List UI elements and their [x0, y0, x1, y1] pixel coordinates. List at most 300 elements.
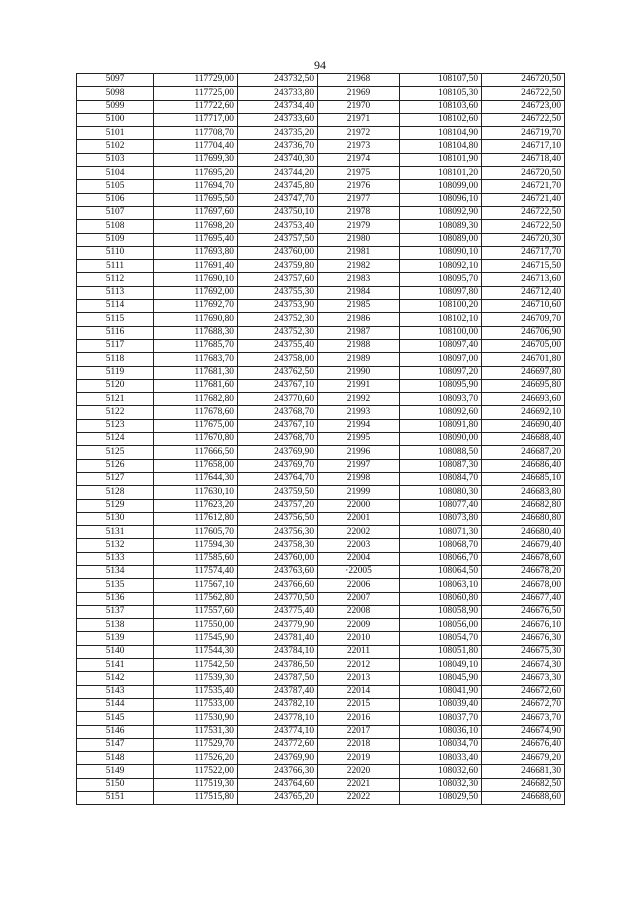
table-row [77, 419, 565, 432]
cell-point-a-number: 5126 [77, 459, 154, 472]
cell-point-a-y: 243755,40 [238, 339, 318, 352]
cell-point-a-number: 5151 [77, 792, 154, 805]
cell-point-b-x: 108077,40 [400, 499, 482, 512]
cell-point-a-number: 5113 [77, 286, 154, 299]
table-row [77, 406, 565, 419]
table-row [77, 725, 565, 738]
cell-point-b-y: 246723,00 [482, 100, 565, 113]
cell-point-b-x: 108100,20 [400, 300, 482, 313]
cell-point-b-x: 108032,60 [400, 765, 482, 778]
cell-point-a-number: 5099 [77, 100, 154, 113]
cell-point-a-y: 243755,30 [238, 286, 318, 299]
table-row [77, 685, 565, 698]
cell-point-a-number: 5115 [77, 313, 154, 326]
cell-point-a-y: 243767,10 [238, 379, 318, 392]
table-row [77, 180, 565, 193]
cell-point-a-y: 243756,30 [238, 526, 318, 539]
cell-point-b-y: 246680,80 [482, 512, 565, 525]
cell-point-a-number: 5132 [77, 539, 154, 552]
cell-point-b-y: 246712,40 [482, 286, 565, 299]
cell-point-b-x: 108089,00 [400, 233, 482, 246]
cell-point-a-x: 117574,40 [154, 565, 238, 578]
cell-point-a-y: 243778,10 [238, 712, 318, 725]
cell-point-b-number: 22021 [318, 778, 400, 791]
cell-point-a-y: 243781,40 [238, 632, 318, 645]
cell-point-a-x: 117644,30 [154, 472, 238, 485]
table-row [77, 765, 565, 778]
cell-point-a-number: 5136 [77, 592, 154, 605]
cell-point-a-y: 243770,50 [238, 592, 318, 605]
cell-point-b-y: 246680,40 [482, 526, 565, 539]
cell-point-b-y: 246688,60 [482, 792, 565, 805]
cell-point-b-number: 21997 [318, 459, 400, 472]
cell-point-b-y: 246682,80 [482, 499, 565, 512]
cell-point-a-number: 5149 [77, 765, 154, 778]
cell-point-b-y: 246677,40 [482, 592, 565, 605]
cell-point-a-number: 5116 [77, 326, 154, 339]
table-row [77, 353, 565, 366]
table-row [77, 100, 565, 113]
cell-point-b-y: 246675,30 [482, 645, 565, 658]
table-row [77, 486, 565, 499]
cell-point-a-x: 117623,20 [154, 499, 238, 512]
cell-point-a-number: 5129 [77, 499, 154, 512]
cell-point-a-x: 117695,40 [154, 233, 238, 246]
cell-point-a-y: 243760,00 [238, 552, 318, 565]
table-row [77, 552, 565, 565]
table-row [77, 206, 565, 219]
cell-point-a-x: 117693,80 [154, 246, 238, 259]
cell-point-b-x: 108058,90 [400, 605, 482, 618]
cell-point-b-y: 246674,90 [482, 725, 565, 738]
cell-point-b-x: 108045,90 [400, 672, 482, 685]
cell-point-a-y: 243757,50 [238, 233, 318, 246]
cell-point-b-number: 21968 [318, 74, 400, 87]
cell-point-b-x: 108073,80 [400, 512, 482, 525]
cell-point-a-x: 117722,60 [154, 100, 238, 113]
cell-point-a-x: 117694,70 [154, 180, 238, 193]
table-row [77, 499, 565, 512]
cell-point-b-x: 108088,50 [400, 446, 482, 459]
cell-point-a-y: 243784,10 [238, 645, 318, 658]
cell-point-a-y: 243750,10 [238, 206, 318, 219]
cell-point-a-number: 5105 [77, 180, 154, 193]
table-row [77, 300, 565, 313]
cell-point-a-x: 117522,00 [154, 765, 238, 778]
cell-point-a-x: 117717,00 [154, 113, 238, 126]
cell-point-a-x: 117529,70 [154, 738, 238, 751]
cell-point-b-number: 22016 [318, 712, 400, 725]
cell-point-a-y: 243760,00 [238, 246, 318, 259]
table-row [77, 313, 565, 326]
cell-point-a-number: 5119 [77, 366, 154, 379]
cell-point-a-x: 117630,10 [154, 486, 238, 499]
cell-point-a-y: 243753,40 [238, 220, 318, 233]
cell-point-a-number: 5117 [77, 339, 154, 352]
table-row [77, 565, 565, 578]
table-row [77, 752, 565, 765]
cell-point-b-y: 246676,10 [482, 619, 565, 632]
cell-point-b-number: 21999 [318, 486, 400, 499]
cell-point-a-x: 117594,30 [154, 539, 238, 552]
cell-point-b-number: 21988 [318, 339, 400, 352]
cell-point-a-x: 117699,30 [154, 153, 238, 166]
cell-point-a-number: 5148 [77, 752, 154, 765]
cell-point-b-y: 246672,70 [482, 698, 565, 711]
cell-point-b-number: 22008 [318, 605, 400, 618]
cell-point-b-x: 108097,20 [400, 366, 482, 379]
cell-point-b-x: 108054,70 [400, 632, 482, 645]
cell-point-a-y: 243787,50 [238, 672, 318, 685]
cell-point-a-y: 243745,80 [238, 180, 318, 193]
cell-point-b-number: 21989 [318, 353, 400, 366]
cell-point-a-x: 117695,50 [154, 193, 238, 206]
cell-point-b-number: 21972 [318, 127, 400, 140]
cell-point-a-y: 243747,70 [238, 193, 318, 206]
table-row [77, 153, 565, 166]
cell-point-a-x: 117690,80 [154, 313, 238, 326]
cell-point-a-number: 5120 [77, 379, 154, 392]
cell-point-b-y: 246695,80 [482, 379, 565, 392]
cell-point-a-number: 5122 [77, 406, 154, 419]
cell-point-b-number: ·22005 [318, 565, 400, 578]
cell-point-b-x: 108093,70 [400, 393, 482, 406]
cell-point-a-x: 117562,80 [154, 592, 238, 605]
cell-point-b-x: 108107,50 [400, 74, 482, 87]
cell-point-b-x: 108080,30 [400, 486, 482, 499]
table-row [77, 645, 565, 658]
cell-point-a-x: 117612,80 [154, 512, 238, 525]
cell-point-b-x: 108068,70 [400, 539, 482, 552]
page-number: 94 [314, 58, 326, 72]
cell-point-b-y: 246720,50 [482, 167, 565, 180]
cell-point-a-x: 117557,60 [154, 605, 238, 618]
cell-point-a-y: 243744,20 [238, 167, 318, 180]
cell-point-b-number: 21981 [318, 246, 400, 259]
cell-point-a-x: 117692,70 [154, 300, 238, 313]
cell-point-b-number: 22006 [318, 579, 400, 592]
cell-point-a-x: 117666,50 [154, 446, 238, 459]
cell-point-a-number: 5138 [77, 619, 154, 632]
cell-point-a-y: 243774,10 [238, 725, 318, 738]
cell-point-b-x: 108103,60 [400, 100, 482, 113]
cell-point-b-y: 246717,70 [482, 246, 565, 259]
cell-point-b-x: 108090,00 [400, 433, 482, 446]
cell-point-a-number: 5144 [77, 698, 154, 711]
cell-point-a-number: 5112 [77, 273, 154, 286]
cell-point-b-number: 21979 [318, 220, 400, 233]
table-row [77, 140, 565, 153]
cell-point-a-y: 243733,60 [238, 113, 318, 126]
cell-point-a-y: 243769,90 [238, 752, 318, 765]
table-row [77, 619, 565, 632]
cell-point-b-y: 246687,20 [482, 446, 565, 459]
cell-point-b-y: 246676,30 [482, 632, 565, 645]
cell-point-b-x: 108036,10 [400, 725, 482, 738]
cell-point-b-x: 108104,90 [400, 127, 482, 140]
table-row [77, 512, 565, 525]
cell-point-b-y: 246683,80 [482, 486, 565, 499]
cell-point-a-number: 5131 [77, 526, 154, 539]
cell-point-a-x: 117675,00 [154, 419, 238, 432]
cell-point-b-number: 22020 [318, 765, 400, 778]
cell-point-a-y: 243779,90 [238, 619, 318, 632]
table-row [77, 539, 565, 552]
cell-point-b-x: 108051,80 [400, 645, 482, 658]
cell-point-a-y: 243787,40 [238, 685, 318, 698]
cell-point-b-number: 21973 [318, 140, 400, 153]
cell-point-a-number: 5142 [77, 672, 154, 685]
table-row [77, 698, 565, 711]
cell-point-a-x: 117605,70 [154, 526, 238, 539]
cell-point-b-number: 21976 [318, 180, 400, 193]
table-row [77, 393, 565, 406]
cell-point-b-number: 21971 [318, 113, 400, 126]
table-row [77, 778, 565, 791]
cell-point-b-number: 22011 [318, 645, 400, 658]
cell-point-b-y: 246722,50 [482, 220, 565, 233]
cell-point-b-y: 246686,40 [482, 459, 565, 472]
cell-point-b-x: 108049,10 [400, 659, 482, 672]
table-row [77, 472, 565, 485]
table-row [77, 592, 565, 605]
cell-point-b-number: 21985 [318, 300, 400, 313]
cell-point-b-y: 246719,70 [482, 127, 565, 140]
cell-point-a-y: 243735,20 [238, 127, 318, 140]
cell-point-b-number: 22000 [318, 499, 400, 512]
table-row [77, 127, 565, 140]
cell-point-a-x: 117695,20 [154, 167, 238, 180]
cell-point-b-number: 21990 [318, 366, 400, 379]
cell-point-b-y: 246679,20 [482, 752, 565, 765]
table-row [77, 459, 565, 472]
cell-point-b-y: 246681,30 [482, 765, 565, 778]
cell-point-a-y: 243764,70 [238, 472, 318, 485]
cell-point-b-y: 246685,10 [482, 472, 565, 485]
cell-point-a-x: 117725,00 [154, 87, 238, 100]
cell-point-b-x: 108102,10 [400, 313, 482, 326]
cell-point-a-y: 243763,60 [238, 565, 318, 578]
cell-point-b-y: 246697,80 [482, 366, 565, 379]
table-row [77, 738, 565, 751]
table-row [77, 632, 565, 645]
cell-point-b-y: 246690,40 [482, 419, 565, 432]
cell-point-a-y: 243768,70 [238, 433, 318, 446]
table-row [77, 672, 565, 685]
cell-point-a-number: 5111 [77, 260, 154, 273]
cell-point-a-y: 243769,90 [238, 446, 318, 459]
cell-point-a-y: 243758,00 [238, 353, 318, 366]
cell-point-b-number: 21987 [318, 326, 400, 339]
cell-point-b-y: 246710,60 [482, 300, 565, 313]
cell-point-a-number: 5124 [77, 433, 154, 446]
cell-point-a-y: 243752,30 [238, 326, 318, 339]
table-row [77, 339, 565, 352]
table-row [77, 792, 565, 805]
cell-point-b-number: 21982 [318, 260, 400, 273]
cell-point-b-x: 108104,80 [400, 140, 482, 153]
cell-point-b-x: 108096,10 [400, 193, 482, 206]
table-row [77, 87, 565, 100]
cell-point-a-number: 5101 [77, 127, 154, 140]
cell-point-a-x: 117678,60 [154, 406, 238, 419]
cell-point-b-y: 246717,10 [482, 140, 565, 153]
cell-point-b-y: 246715,50 [482, 260, 565, 273]
cell-point-a-x: 117585,60 [154, 552, 238, 565]
cell-point-b-number: 21991 [318, 379, 400, 392]
cell-point-b-number: 21986 [318, 313, 400, 326]
cell-point-b-x: 108039,40 [400, 698, 482, 711]
cell-point-a-x: 117704,40 [154, 140, 238, 153]
cell-point-a-number: 5128 [77, 486, 154, 499]
cell-point-b-number: 22014 [318, 685, 400, 698]
table-row [77, 246, 565, 259]
cell-point-b-x: 108105,30 [400, 87, 482, 100]
cell-point-a-number: 5137 [77, 605, 154, 618]
cell-point-b-y: 246709,70 [482, 313, 565, 326]
cell-point-a-number: 5118 [77, 353, 154, 366]
cell-point-b-y: 246682,50 [482, 778, 565, 791]
cell-point-a-y: 243736,70 [238, 140, 318, 153]
cell-point-a-y: 243757,20 [238, 499, 318, 512]
table-row [77, 379, 565, 392]
cell-point-b-number: 21993 [318, 406, 400, 419]
cell-point-a-y: 243766,30 [238, 765, 318, 778]
cell-point-a-number: 5114 [77, 300, 154, 313]
cell-point-b-number: 21980 [318, 233, 400, 246]
cell-point-b-x: 108101,20 [400, 167, 482, 180]
cell-point-a-number: 5098 [77, 87, 154, 100]
cell-point-b-x: 108056,00 [400, 619, 482, 632]
cell-point-b-y: 246674,30 [482, 659, 565, 672]
cell-point-b-y: 246713,60 [482, 273, 565, 286]
cell-point-a-number: 5102 [77, 140, 154, 153]
table-row [77, 233, 565, 246]
table-row [77, 260, 565, 273]
cell-point-b-y: 246688,40 [482, 433, 565, 446]
cell-point-a-number: 5150 [77, 778, 154, 791]
cell-point-a-number: 5145 [77, 712, 154, 725]
cell-point-b-y: 246679,40 [482, 539, 565, 552]
cell-point-b-y: 246673,70 [482, 712, 565, 725]
cell-point-a-number: 5130 [77, 512, 154, 525]
table-row [77, 579, 565, 592]
cell-point-a-number: 5146 [77, 725, 154, 738]
cell-point-b-y: 246678,00 [482, 579, 565, 592]
cell-point-a-y: 243775,40 [238, 605, 318, 618]
cell-point-a-x: 117530,90 [154, 712, 238, 725]
cell-point-a-x: 117681,30 [154, 366, 238, 379]
table-row [77, 605, 565, 618]
cell-point-a-x: 117681,60 [154, 379, 238, 392]
cell-point-b-y: 246720,30 [482, 233, 565, 246]
cell-point-b-number: 21977 [318, 193, 400, 206]
cell-point-a-y: 243768,70 [238, 406, 318, 419]
cell-point-b-y: 246721,40 [482, 193, 565, 206]
cell-point-a-number: 5140 [77, 645, 154, 658]
cell-point-b-x: 108032,30 [400, 778, 482, 791]
cell-point-b-y: 246721,70 [482, 180, 565, 193]
cell-point-b-x: 108095,70 [400, 273, 482, 286]
coordinates-table [76, 73, 565, 805]
cell-point-a-x: 117526,20 [154, 752, 238, 765]
cell-point-a-y: 243765,20 [238, 792, 318, 805]
cell-point-b-number: 22001 [318, 512, 400, 525]
cell-point-b-x: 108091,80 [400, 419, 482, 432]
cell-point-a-x: 117683,70 [154, 353, 238, 366]
cell-point-a-y: 243757,60 [238, 273, 318, 286]
cell-point-a-y: 243767,10 [238, 419, 318, 432]
cell-point-b-x: 108084,70 [400, 472, 482, 485]
cell-point-b-y: 246692,10 [482, 406, 565, 419]
cell-point-a-x: 117670,80 [154, 433, 238, 446]
cell-point-b-number: 21995 [318, 433, 400, 446]
cell-point-a-number: 5147 [77, 738, 154, 751]
cell-point-a-number: 5133 [77, 552, 154, 565]
cell-point-a-number: 5134 [77, 565, 154, 578]
cell-point-b-number: 22009 [318, 619, 400, 632]
cell-point-a-y: 243733,80 [238, 87, 318, 100]
table-row [77, 366, 565, 379]
cell-point-a-x: 117685,70 [154, 339, 238, 352]
cell-point-b-number: 22004 [318, 552, 400, 565]
cell-point-a-x: 117691,40 [154, 260, 238, 273]
cell-point-b-number: 22015 [318, 698, 400, 711]
cell-point-a-number: 5104 [77, 167, 154, 180]
cell-point-b-y: 246722,50 [482, 113, 565, 126]
cell-point-b-number: 22022 [318, 792, 400, 805]
cell-point-a-number: 5143 [77, 685, 154, 698]
cell-point-b-number: 22003 [318, 539, 400, 552]
cell-point-a-x: 117708,70 [154, 127, 238, 140]
cell-point-a-x: 117729,00 [154, 74, 238, 87]
cell-point-b-x: 108097,00 [400, 353, 482, 366]
cell-point-a-y: 243756,50 [238, 512, 318, 525]
cell-point-b-number: 21998 [318, 472, 400, 485]
cell-point-a-number: 5106 [77, 193, 154, 206]
cell-point-a-number: 5125 [77, 446, 154, 459]
cell-point-a-x: 117690,10 [154, 273, 238, 286]
cell-point-a-number: 5127 [77, 472, 154, 485]
table-row [77, 326, 565, 339]
cell-point-a-x: 117545,90 [154, 632, 238, 645]
cell-point-b-y: 246720,50 [482, 74, 565, 87]
cell-point-a-x: 117544,30 [154, 645, 238, 658]
cell-point-b-y: 246718,40 [482, 153, 565, 166]
cell-point-b-number: 21996 [318, 446, 400, 459]
cell-point-b-x: 108029,50 [400, 792, 482, 805]
cell-point-b-x: 108037,70 [400, 712, 482, 725]
table-row [77, 74, 565, 87]
cell-point-b-x: 108060,80 [400, 592, 482, 605]
cell-point-b-number: 22002 [318, 526, 400, 539]
cell-point-a-y: 243762,50 [238, 366, 318, 379]
cell-point-b-x: 108100,00 [400, 326, 482, 339]
cell-point-b-y: 246706,90 [482, 326, 565, 339]
table-row [77, 273, 565, 286]
cell-point-b-number: 22013 [318, 672, 400, 685]
cell-point-a-number: 5141 [77, 659, 154, 672]
cell-point-a-number: 5097 [77, 74, 154, 87]
cell-point-a-x: 117515,80 [154, 792, 238, 805]
cell-point-a-number: 5121 [77, 393, 154, 406]
cell-point-b-number: 21970 [318, 100, 400, 113]
cell-point-a-x: 117658,00 [154, 459, 238, 472]
cell-point-a-y: 243766,60 [238, 579, 318, 592]
cell-point-a-x: 117692,00 [154, 286, 238, 299]
cell-point-b-number: 21994 [318, 419, 400, 432]
cell-point-a-x: 117542,50 [154, 659, 238, 672]
